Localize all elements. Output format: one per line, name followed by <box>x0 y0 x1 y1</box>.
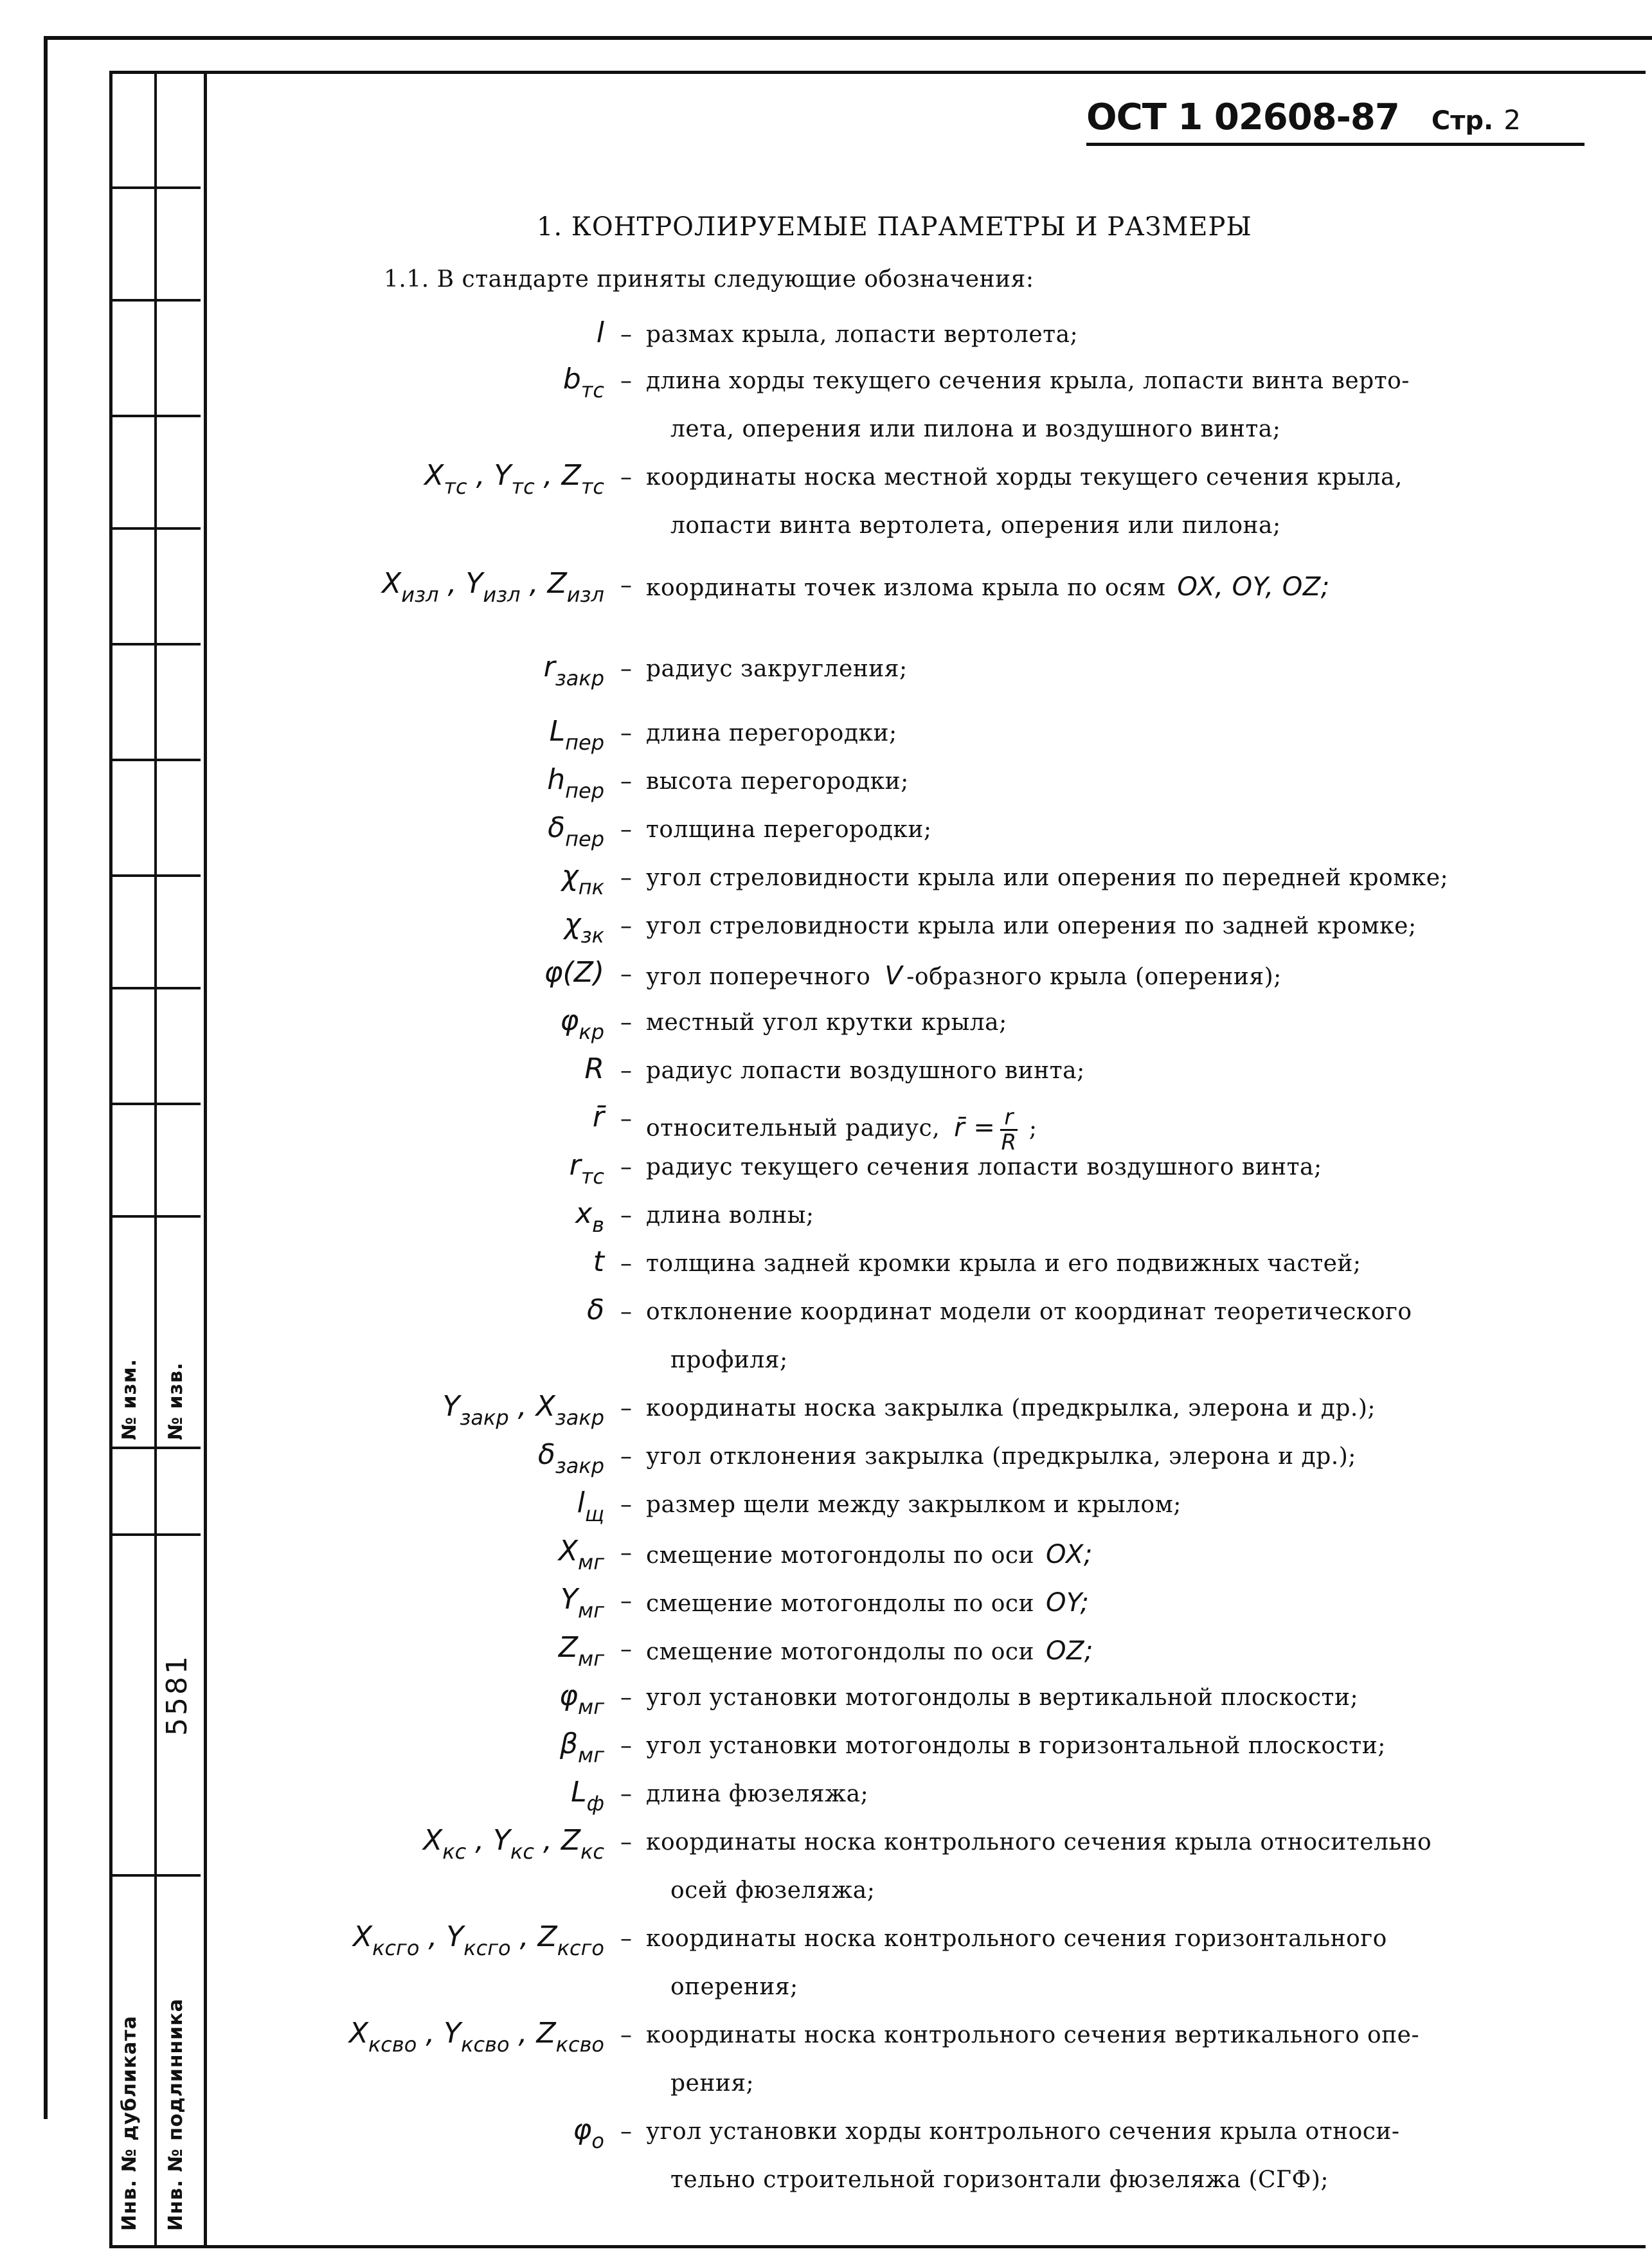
definition-dash: – <box>620 1299 632 1325</box>
definition-symbol: $h_{пер}$ <box>547 763 604 803</box>
definition-text: координаты носка местной хорды текущего сечения крыла, <box>646 464 1403 491</box>
definition-dash: – <box>620 1926 632 1952</box>
intro-paragraph: 1.1. В стандарте приняты следующие обозначения: <box>384 266 1034 293</box>
definition-dash: – <box>620 1829 632 1855</box>
definition-symbol: $X_{мг}$ <box>558 1535 604 1575</box>
definition-text: радиус закругления; <box>646 656 908 682</box>
definition-dash: – <box>620 1636 632 1663</box>
definition-text: смещение мотогондолы по оси OZ; <box>646 1636 1093 1666</box>
definition-text: длина хорды текущего сечения крыла, лопасти винта верто- <box>646 368 1410 394</box>
definition-symbol: r̄ <box>592 1101 604 1133</box>
margin-strip <box>109 71 207 2247</box>
definition-continuation: тельно строительной горизонтали фюзеляжа (СГФ); <box>670 2167 1329 2193</box>
strip-row-line <box>109 1447 201 1449</box>
definition-dash: – <box>620 1443 632 1470</box>
definition-continuation: оперения; <box>670 1974 798 2000</box>
page-frame-left <box>44 36 48 2119</box>
duplicate-inventory-label: Инв. № дубликата <box>118 2015 141 2231</box>
strip-row-line <box>109 299 201 302</box>
definition-dash: – <box>620 656 632 682</box>
definition-continuation: профиля; <box>670 1347 788 1373</box>
definition-text: размах крыла, лопасти вертолета; <box>646 321 1079 348</box>
definition-text: радиус текущего сечения лопасти воздушного винта; <box>646 1154 1322 1180</box>
definition-dash: – <box>620 1781 632 1807</box>
strip-row-line <box>109 186 201 189</box>
strip-row-line <box>109 759 201 761</box>
page-frame-top <box>46 36 1652 40</box>
definition-symbol: l <box>596 316 604 349</box>
definition-symbol: $r_{закр}$ <box>543 651 604 690</box>
definition-symbol: $Z_{мг}$ <box>558 1631 604 1671</box>
definition-dash: – <box>620 768 632 795</box>
strip-row-line <box>109 1103 201 1105</box>
definition-symbol: $x_в$ <box>575 1197 604 1237</box>
definition-symbol: $Y_{закр}$ , $X_{закр}$ <box>442 1390 604 1430</box>
definition-text: отклонение координат модели от координат теоретического <box>646 1299 1412 1325</box>
definition-text: координаты носка контрольного сечения горизонтального <box>646 1926 1387 1952</box>
definition-continuation: лета, оперения или пилона и воздушного винта; <box>670 416 1281 442</box>
definition-symbol: $Y_{мг}$ <box>561 1583 604 1623</box>
strip-row-line <box>109 415 201 417</box>
definition-dash: – <box>620 1009 632 1036</box>
definition-text: координаты носка контрольного сечения крыла относительно <box>646 1829 1432 1855</box>
definition-text: угол отклонения закрылка (предкрылка, элерона и др.); <box>646 1443 1356 1470</box>
definition-dash: – <box>620 1684 632 1711</box>
definition-text: координаты точек излома крыла по осям OX, OY, OZ; <box>646 572 1330 602</box>
definition-continuation: рения; <box>670 2070 755 2097</box>
definition-symbol: $\chi_{пк}$ <box>561 860 604 899</box>
definition-dash: – <box>620 961 632 988</box>
definition-dash: – <box>620 1106 632 1132</box>
header-rule <box>1086 143 1585 146</box>
definition-symbol: $\beta_{мг}$ <box>559 1728 604 1767</box>
definition-symbol: t <box>593 1245 604 1278</box>
strip-row-line <box>109 1215 201 1218</box>
definition-symbol: $X_{ксго}$ , $Y_{ксго}$ , $Z_{ксго}$ <box>352 1920 604 1960</box>
definition-symbol: $X_{тс}$ , $Y_{тс}$ , $Z_{тс}$ <box>424 459 604 499</box>
inventory-number: 5581 <box>161 1654 193 1736</box>
definition-dash: – <box>620 1250 632 1277</box>
definition-text: угол установки мотогондолы в вертикальной плоскости; <box>646 1684 1359 1711</box>
definition-dash: – <box>620 913 632 939</box>
strip-row-line <box>109 987 201 989</box>
definition-text: угол установки хорды контрольного сечения крыла относи- <box>646 2118 1400 2145</box>
definition-text: координаты носка контрольного сечения вертикального опе- <box>646 2022 1420 2048</box>
definition-text: относительный радиус, r̄ = $\frac{r}{R}$ ; <box>646 1105 1037 1155</box>
strip-row-line <box>109 874 201 877</box>
definition-dash: – <box>620 865 632 891</box>
definition-symbol: $\varphi_о$ <box>573 2113 604 2153</box>
definition-dash: – <box>620 2022 632 2048</box>
strip-row-line <box>109 643 201 645</box>
definition-text: толщина перегородки; <box>646 817 932 843</box>
definition-text: длина волны; <box>646 1202 814 1229</box>
fraction: $\frac{r}{R}$ <box>1001 1105 1017 1155</box>
notice-number-label: № изв. <box>165 1362 187 1440</box>
definition-continuation: осей фюзеляжа; <box>670 1877 875 1904</box>
definition-dash: – <box>620 464 632 491</box>
definition-text: радиус лопасти воздушного винта; <box>646 1058 1085 1084</box>
section-title: 1. КОНТРОЛИРУЕМЫЕ ПАРАМЕТРЫ И РАЗМЕРЫ <box>537 212 1252 242</box>
definition-symbol: $L_ф$ <box>571 1776 604 1816</box>
page-header <box>1086 96 1521 148</box>
definition-symbol: $X_{кс}$ , $Y_{кс}$ , $Z_{кс}$ <box>423 1824 604 1864</box>
content-frame-bottom <box>109 2245 1646 2248</box>
definition-text: местный угол крутки крыла; <box>646 1009 1007 1036</box>
page-number: 2 <box>1504 104 1521 136</box>
definition-symbol: $\chi_{зк}$ <box>564 908 604 948</box>
definition-dash: – <box>620 1588 632 1614</box>
definition-text: координаты носка закрылка (предкрылка, элерона и др.); <box>646 1395 1376 1421</box>
definition-symbol: δ <box>587 1294 604 1326</box>
definition-text: угол стреловидности крыла или оперения по задней кромке; <box>646 913 1417 939</box>
definition-dash: – <box>620 572 632 599</box>
definition-symbol: $l_щ$ <box>577 1486 604 1526</box>
definition-text: смещение мотогондолы по оси OX; <box>646 1540 1093 1569</box>
definition-text: длина перегородки; <box>646 720 897 746</box>
definition-dash: – <box>620 817 632 843</box>
original-inventory-label: Инв. № подлинника <box>165 1998 187 2231</box>
content-frame-top <box>109 71 1646 74</box>
definition-dash: – <box>620 720 632 746</box>
definition-text: толщина задней кромки крыла и его подвижных частей; <box>646 1250 1361 1277</box>
definition-dash: – <box>620 321 632 348</box>
definition-text: угол установки мотогондолы в горизонтальной плоскости; <box>646 1733 1386 1759</box>
strip-row-line <box>109 1533 201 1536</box>
change-number-label: № изм. <box>118 1358 141 1440</box>
definition-dash: – <box>620 1492 632 1518</box>
definition-symbol: φ(Z) <box>544 956 604 989</box>
definition-text: высота перегородки; <box>646 768 909 795</box>
definition-dash: – <box>620 368 632 394</box>
definition-symbol: $\delta_{пер}$ <box>548 811 604 851</box>
definition-dash: – <box>620 1058 632 1084</box>
definition-symbol: $X_{изл}$ , $Y_{изл}$ , $Z_{изл}$ <box>382 567 604 607</box>
definition-text: длина фюзеляжа; <box>646 1781 869 1807</box>
page-label: Стр. <box>1431 106 1494 136</box>
strip-row-line <box>109 1874 201 1877</box>
definition-text: размер щели между закрылком и крылом; <box>646 1492 1181 1518</box>
definition-symbol: $r_{тс}$ <box>569 1149 604 1189</box>
definition-symbol: $\varphi_{мг}$ <box>559 1679 604 1719</box>
definition-dash: – <box>620 1395 632 1421</box>
definition-continuation: лопасти винта вертолета, оперения или пилона; <box>670 512 1281 539</box>
definition-text: угол стреловидности крыла или оперения по передней кромке; <box>646 865 1449 891</box>
definition-dash: – <box>620 2118 632 2145</box>
definition-symbol: $L_{пер}$ <box>549 715 604 755</box>
definition-dash: – <box>620 1540 632 1566</box>
definition-symbol: $\delta_{закр}$ <box>537 1438 604 1478</box>
margin-strip-divider <box>154 71 157 2247</box>
definition-text: смещение мотогондолы по оси OY; <box>646 1588 1090 1618</box>
strip-row-line <box>109 527 201 530</box>
definition-dash: – <box>620 1202 632 1229</box>
definition-symbol: $\varphi_{кр}$ <box>560 1004 604 1044</box>
standard-code: ОСТ 1 02608-87 <box>1086 96 1399 138</box>
definition-symbol: $b_{тс}$ <box>562 363 604 402</box>
definition-symbol: $X_{ксво}$ , $Y_{ксво}$ , $Z_{ксво}$ <box>348 2017 604 2057</box>
definition-dash: – <box>620 1733 632 1759</box>
definition-symbol: R <box>584 1052 604 1085</box>
definition-text: угол поперечного V -образного крыла (оперения); <box>646 961 1282 991</box>
definition-dash: – <box>620 1154 632 1180</box>
